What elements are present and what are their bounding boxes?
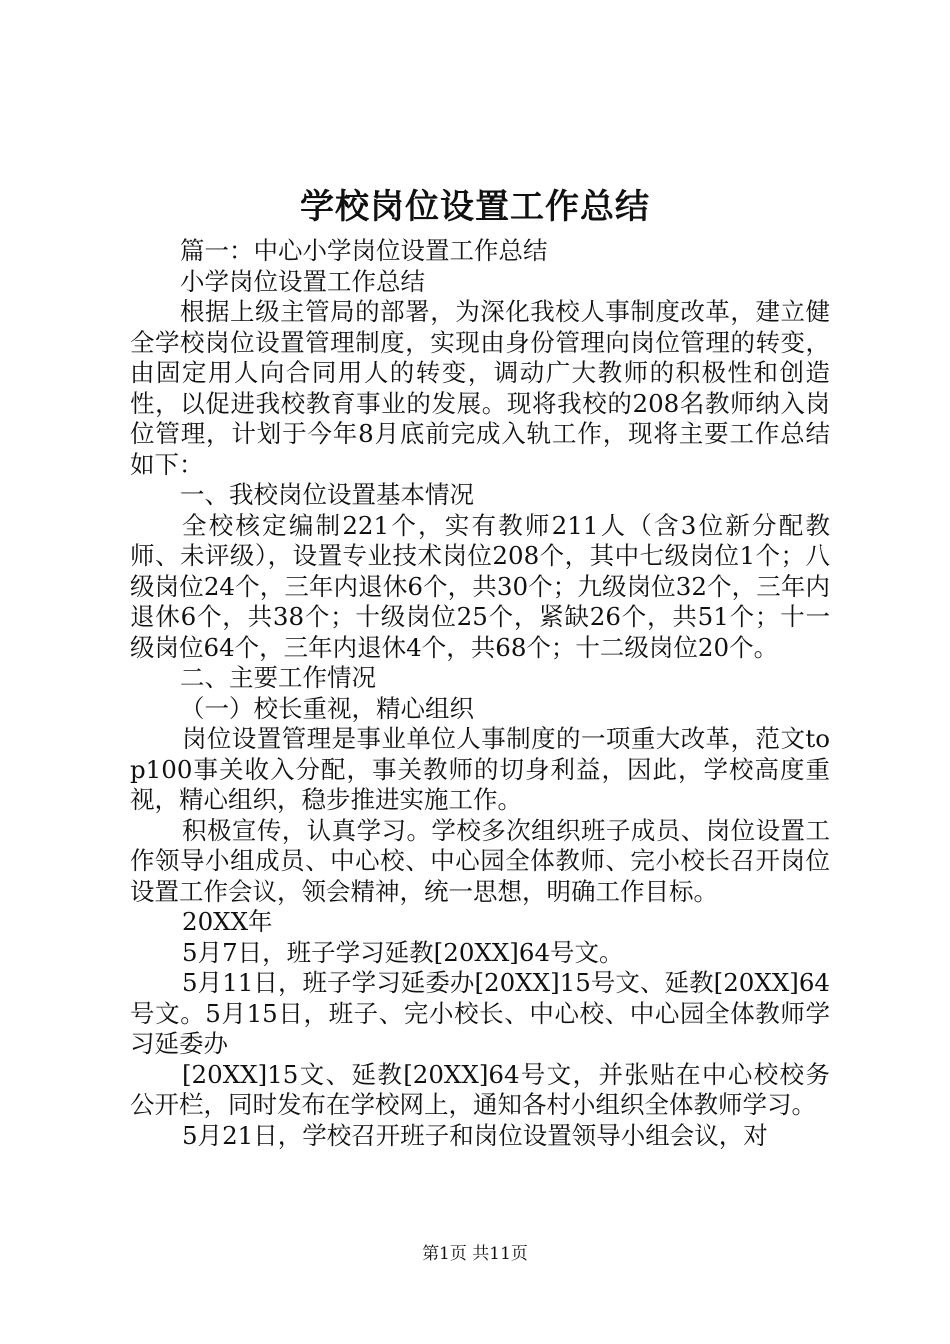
paragraph-may-11: 5月11日，班子学习延委办[20XX]15号文、延教[20XX]64号文。5月15日，班子、完小校长、中心校、中心园全体教师学习延委办 (130, 968, 830, 1058)
paragraph-basic-info: 全校核定编制221个，实有教师211人（含3位新分配教师、未评级），设置专业技术岗位208个，其中七级岗位1个；八级岗位24个，三年内退休6个，共30个；九级岗位32个，三年内退休6个，共38个；十级岗位25个，紧缺26个，共51个；十一级岗位64个，三年内退休4个，共68个；十二级岗位20个。 (130, 510, 830, 662)
paragraph-may-7: 5月7日，班子学习延教[20XX]64号文。 (182, 937, 624, 967)
paragraph-year: 20XX年 (182, 907, 273, 936)
paragraph-subtitle: 小学岗位设置工作总结 (180, 266, 425, 296)
paragraph-reform: 岗位设置管理是事业单位人事制度的一项重大改革，范文top100事关收入分配，事关教师的切身利益，因此，学校高度重视，精心组织，稳步推进实施工作。 (130, 724, 830, 814)
paragraph-doc-posting: [20XX]15文、延教[20XX]64号文，并张贴在中心校校务公开栏，同时发布在学校网上，通知各村小组织全体教师学习。 (130, 1059, 830, 1119)
paragraph-may-21: 5月21日，学校召开班子和岗位设置领导小组会议，对 (182, 1120, 768, 1150)
paragraph-intro: 根据上级主管局的部署，为深化我校人事制度改革，建立健全学校岗位设置管理制度，实现由身份管理向岗位管理的转变，由固定用人向合同用人的转变，调动广大教师的积极性和创造性，以促进我校教育事业的发展。现将我校的208名教师纳入岗位管理，计划于今年8月底前完成入轨工作，现将主要工作总结如下： (130, 297, 830, 479)
page-footer: 第1页 共11页 (422, 1244, 528, 1264)
paragraph-section-heading: 篇一：中心小学岗位设置工作总结 (180, 236, 548, 265)
document-body (130, 236, 830, 1151)
paragraph-heading-1: 一、我校岗位设置基本情况 (180, 480, 474, 509)
paragraph-heading-2: 二、主要工作情况 (180, 663, 376, 692)
paragraph-subheading-1: （一）校长重视，精心组织 (180, 693, 474, 723)
document-title: 学校岗位设置工作总结 (300, 187, 650, 227)
paragraph-publicity: 积极宣传，认真学习。学校多次组织班子成员、岗位设置工作领导小组成员、中心校、中心园全体教师、完小校长召开岗位设置工作会议，领会精神，统一思想，明确工作目标。 (130, 815, 830, 906)
